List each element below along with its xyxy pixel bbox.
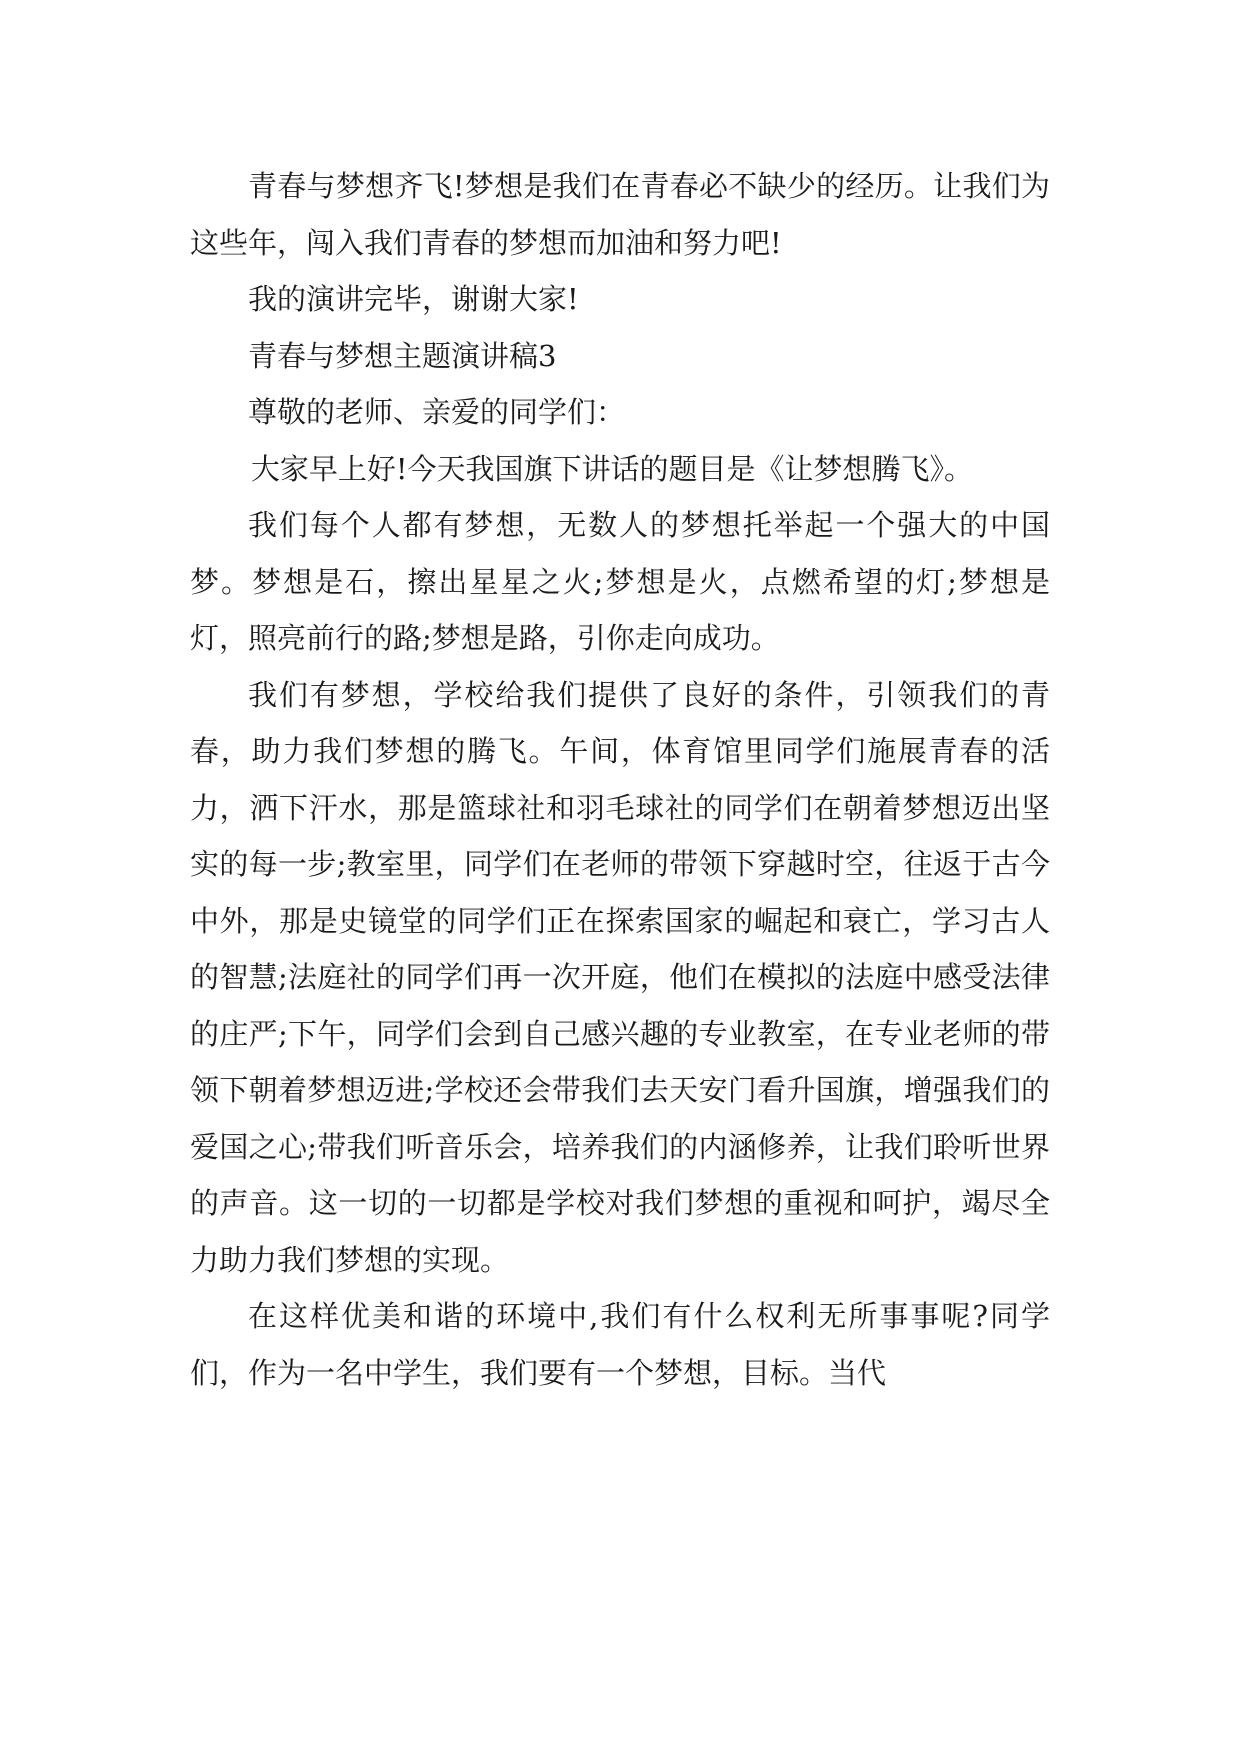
salutation: 尊敬的老师、亲爱的同学们： bbox=[248, 395, 626, 429]
document-body bbox=[190, 158, 1050, 1401]
paragraph-school-support: 我们有梦想，学校给我们提供了良好的条件，引领我们的青春，助力我们梦想的腾飞。午间，体育馆里同学们施展青春的活力，洒下汗水，那是篮球社和羽毛球社的同学们在朝着梦想迈出坚实的每一步;教室里，同学们在老师的带领下穿越时空，往返于古今中外，那是史镜堂的同学们正在探索国家的崛起和衰亡，学习古人的智慧;法庭社的同学们再一次开庭，他们在模拟的法庭中感受法律的庄严;下午，同学们会到自己感兴趣的专业教室，在专业老师的带领下朝着梦想迈进;学校还会带我们去天安门看升国旗，增强我们的爱国之心;带我们听音乐会，培养我们的内涵修养，让我们聆听世界的声音。这一切的一切都是学校对我们梦想的重视和呵护，竭尽全力助力我们梦想的实现。 bbox=[190, 677, 1050, 1277]
paragraph-closing-wish: 青春与梦想齐飞!梦想是我们在青春必不缺少的经历。让我们为这些年，闯入我们青春的梦想而加油和努力吧! bbox=[190, 169, 1050, 260]
paragraph-call-to-action: 在这样优美和谐的环境中,我们有什么权利无所事事呢?同学们，作为一名中学生，我们要有一个梦想，目标。当代 bbox=[190, 1299, 1050, 1390]
speech-title: 青春与梦想主题演讲稿3 bbox=[248, 338, 557, 373]
paragraph-greeting: 大家早上好!今天我国旗下讲话的题目是《让梦想腾飞》。 bbox=[250, 451, 974, 486]
paragraph-dream-metaphor: 我们每个人都有梦想，无数人的梦想托举起一个强大的中国梦。梦想是石，擦出星星之火;梦想是火，点燃希望的灯;梦想是灯，照亮前行的路;梦想是路，引你走向成功。 bbox=[190, 508, 1050, 655]
paragraph-thanks: 我的演讲完毕，谢谢大家! bbox=[248, 282, 579, 316]
